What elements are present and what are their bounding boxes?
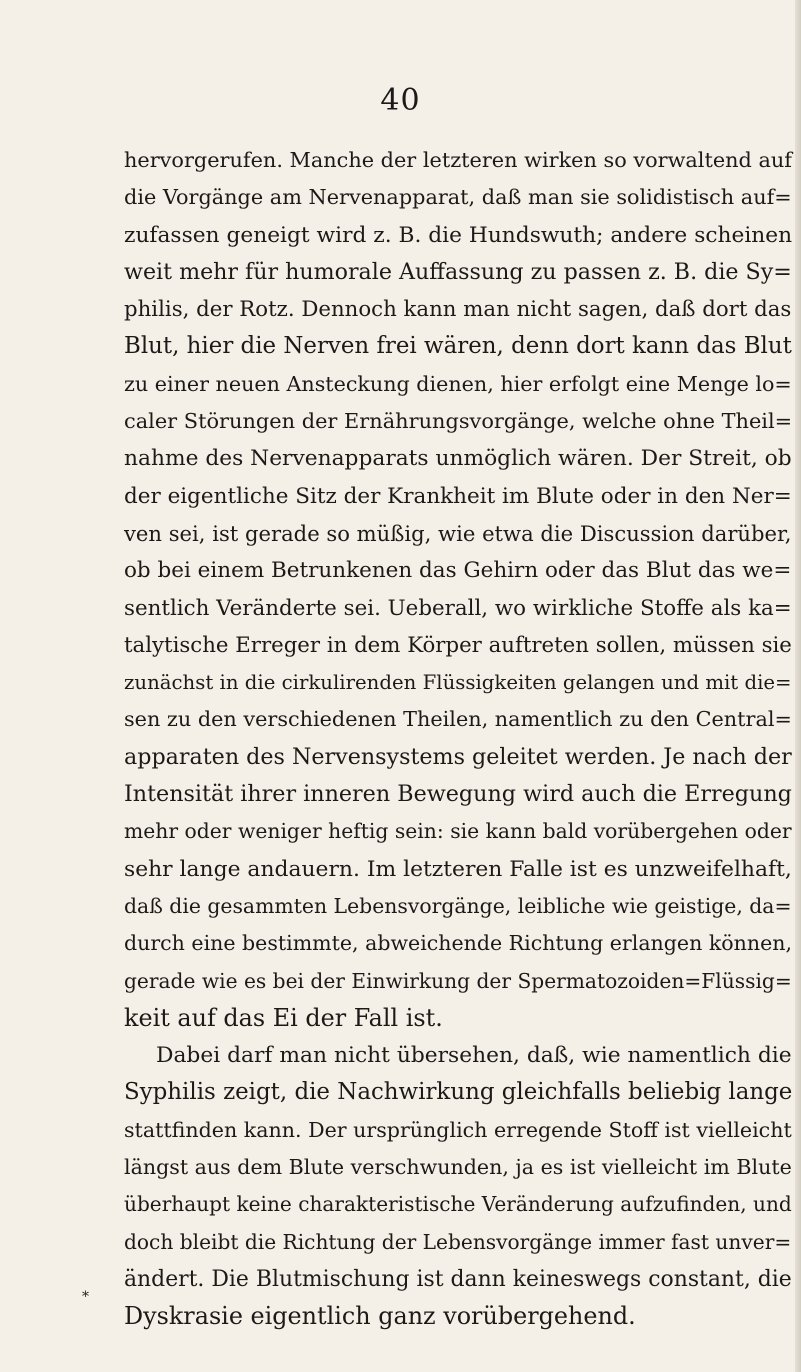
- text-line: mehr oder weniger heftig sein: sie kann bald vorübergehen oder: [124, 819, 792, 844]
- text-line: sen zu den verschiedenen Theilen, namentlich zu den Central=: [124, 707, 792, 732]
- text-line: hervorgerufen. Manche der letzteren wirken so vorwaltend auf: [124, 148, 792, 172]
- text-line: doch bleibt die Richtung der Lebensvorgänge immer fast unver=: [124, 1229, 792, 1254]
- text-line: der eigentliche Sitz der Krankheit im Blute oder in den Ner=: [124, 483, 792, 509]
- text-line: ändert. Die Blutmischung ist dann keineswegs constant, die: [124, 1266, 792, 1292]
- text-line: caler Störungen der Ernährungsvorgänge, welche ohne Theil=: [124, 409, 793, 434]
- text-line: Syphilis zeigt, die Nachwirkung gleichfalls beliebig lange: [124, 1079, 793, 1106]
- text-line: stattfinden kann. Der ursprünglich erregende Stoff ist vielleicht: [124, 1117, 792, 1142]
- text-line: apparaten des Nervensystems geleitet werden. Je nach der: [124, 743, 792, 770]
- text-line: zufassen geneigt wird z. B. die Hundswuth; andere scheinen: [124, 222, 793, 248]
- text-line: nahme des Nervenapparats unmöglich wären. Der Streit, ob: [124, 446, 792, 472]
- text-line: sentlich Veränderte sei. Ueberall, wo wirkliche Stoffe als ka=: [124, 595, 792, 621]
- text-line: die Vorgänge am Nervenapparat, daß man sie solidistisch auf=: [124, 185, 792, 210]
- text-line: sehr lange andauern. Im letzteren Falle ist es unzweifelhaft,: [124, 856, 792, 882]
- text-line: Blut, hier die Nerven frei wären, denn dort kann das Blut: [124, 333, 792, 360]
- text-line: keit auf das Ei der Fall ist.: [124, 1003, 443, 1032]
- text-line: Dyskrasie eigentlich ganz vorübergehend.: [124, 1302, 636, 1331]
- margin-asterisk: *: [82, 1289, 89, 1305]
- text-line: ven sei, ist gerade so müßig, wie etwa die Discussion darüber,: [124, 520, 792, 546]
- text-line: philis, der Rotz. Dennoch kann man nicht sagen, daß dort das: [124, 297, 792, 323]
- text-line: talytische Erreger in dem Körper auftreten sollen, müssen sie: [124, 632, 792, 658]
- text-line: daß die gesammten Lebensvorgänge, leibliche wie geistige, da=: [124, 893, 792, 918]
- page-number: 40: [380, 83, 421, 118]
- paragraph-start-line: Dabei darf man nicht übersehen, daß, wie namentlich die: [156, 1043, 792, 1069]
- text-line: zu einer neuen Ansteckung dienen, hier erfolgt eine Menge lo=: [124, 371, 792, 396]
- text-line: zunächst in die cirkulirenden Flüssigkeiten gelangen und mit die=: [124, 671, 792, 695]
- text-line: durch eine bestimmte, abweichende Richtung erlangen können,: [124, 931, 792, 956]
- text-line: ob bei einem Betrunkenen das Gehirn oder das Blut das we=: [124, 558, 792, 584]
- text-line: längst aus dem Blute verschwunden, ja es ist vielleicht im Blute: [124, 1155, 792, 1180]
- text-line: gerade wie es bei der Einwirkung der Spermatozoiden=Flüssig=: [124, 968, 792, 993]
- body-text: [124, 142, 801, 1336]
- text-line: Intensität ihrer inneren Bewegung wird auch die Erregung: [124, 781, 792, 808]
- text-line: weit mehr für humorale Auffassung zu passen z. B. die Sy=: [124, 258, 792, 285]
- text-line: überhaupt keine charakteristische Veränderung aufzufinden, und: [124, 1192, 792, 1217]
- page-edge-shadow: [795, 0, 801, 1372]
